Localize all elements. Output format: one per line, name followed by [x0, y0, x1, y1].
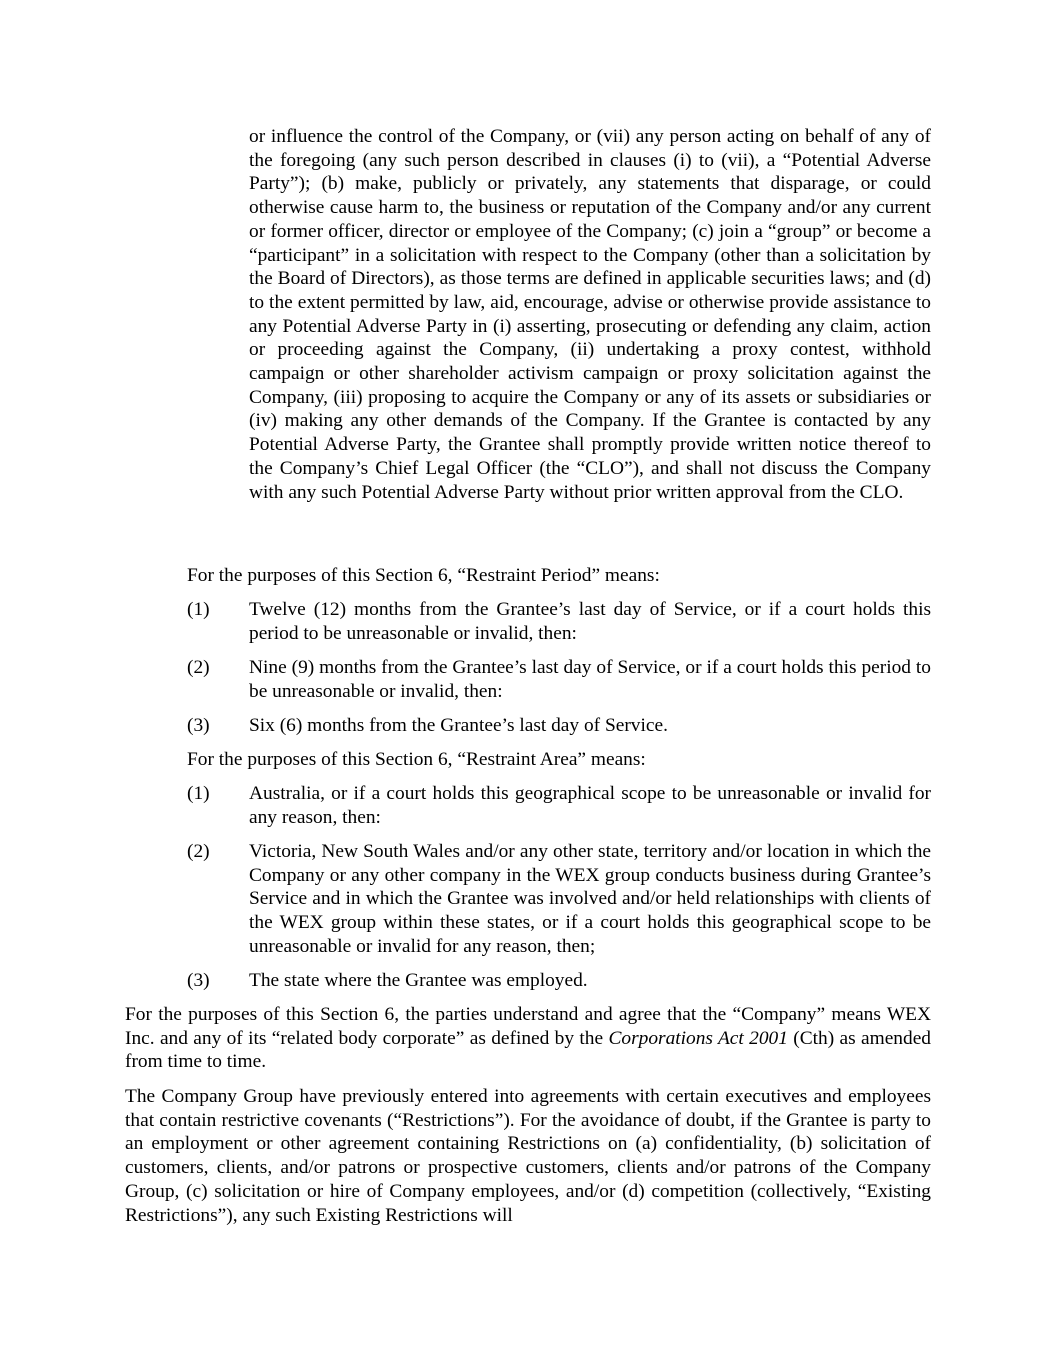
item-text: Victoria, New South Wales and/or any other state, territory and/or location in which the Company or any other company in the WEX group conducts business during Grantee’s Service and in which the Grantee was involved and/or held relationships with clients of the WEX group within these states, or if a court holds this geographical scope to be unreasonable or invalid for any reason, then; — [249, 841, 931, 957]
item-number: (3) — [187, 715, 210, 736]
item-number: (2) — [187, 657, 210, 678]
item-number: (1) — [187, 599, 210, 620]
restraint-period-intro: For the purposes of this Section 6, “Restraint Period” means: — [187, 565, 660, 586]
item-text: Nine (9) months from the Grantee’s last day of Service, or if a court holds this period to be unreasonable or invalid, then: — [249, 657, 931, 702]
company-definition-paragraph — [125, 1003, 931, 1074]
clause-continuation-paragraph: or influence the control of the Company, or (vii) any person acting on behalf of any of the foregoing (any such person described in clauses (i) to (vii), a “Potential Adverse Party”); (b) make, publicly or privately, any statements that disparage, or could otherwise cause harm to, the business or reputation of the Company and/or any current or former officer, director or employee of the Company; (c) join a “group” or become a “participant” in a solicitation with respect to the Company (other than a solicitation by the Board of Directors), as those terms are defined in applicable securities laws; and (d) to the extent permitted by law, aid, encourage, advise or otherwise provide assistance to any Potential Adverse Party in (i) asserting, prosecuting or defending any claim, action or proceeding against the Company, (ii) undertaking a proxy contest, withhold campaign or other shareholder activism campaign or proxy solicitation against the Company, (iii) proposing to acquire the Company or any of its assets or subsidiaries or (iv) making any other demands of the Company. If the Grantee is contacted by any Potential Adverse Party, the Grantee shall promptly provide written notice thereof to the Company’s Chief Legal Officer (the “CLO”), and shall not discuss the Company with any such Potential Adverse Party without prior written approval from the CLO. — [249, 126, 931, 503]
company-definition-text-start: For the purposes of this Section 6, the parties understand and agree that the “Company” means WEX Inc. and any of its “related body corporate” as defined by the — [125, 1004, 931, 1049]
item-number: (1) — [187, 783, 210, 804]
existing-restrictions-paragraph: The Company Group have previously entered into agreements with certain executives and employees that contain restrictive covenants (“Restrictions”). For the avoidance of doubt, if the Grantee is party to an employment or other agreement containing Restrictions on (a) confidentiality, (b) solicitation of customers, clients, and/or patrons or prospective customers, clients and/or patrons of the Company Group, (c) solicitation or hire of Company employees, and/or (d) competition (collectively, “Existing Restrictions”), any such Existing Restrictions will — [125, 1086, 931, 1226]
item-text: Twelve (12) months from the Grantee’s last day of Service, or if a court holds this period to be unreasonable or invalid, then: — [249, 599, 931, 644]
act-title: Corporations Act 2001 — [608, 1027, 788, 1049]
item-number: (3) — [187, 970, 210, 991]
item-text: Six (6) months from the Grantee’s last day of Service. — [249, 715, 668, 736]
item-text: Australia, or if a court holds this geographical scope to be unreasonable or invalid for any reason, then: — [249, 783, 931, 828]
company-definition-text-end: (Cth) as amended from time to time. — [125, 1027, 932, 1073]
item-number: (2) — [187, 841, 210, 862]
item-text: The state where the Grantee was employed. — [249, 970, 588, 991]
restraint-area-intro: For the purposes of this Section 6, “Restraint Area” means: — [187, 749, 646, 770]
